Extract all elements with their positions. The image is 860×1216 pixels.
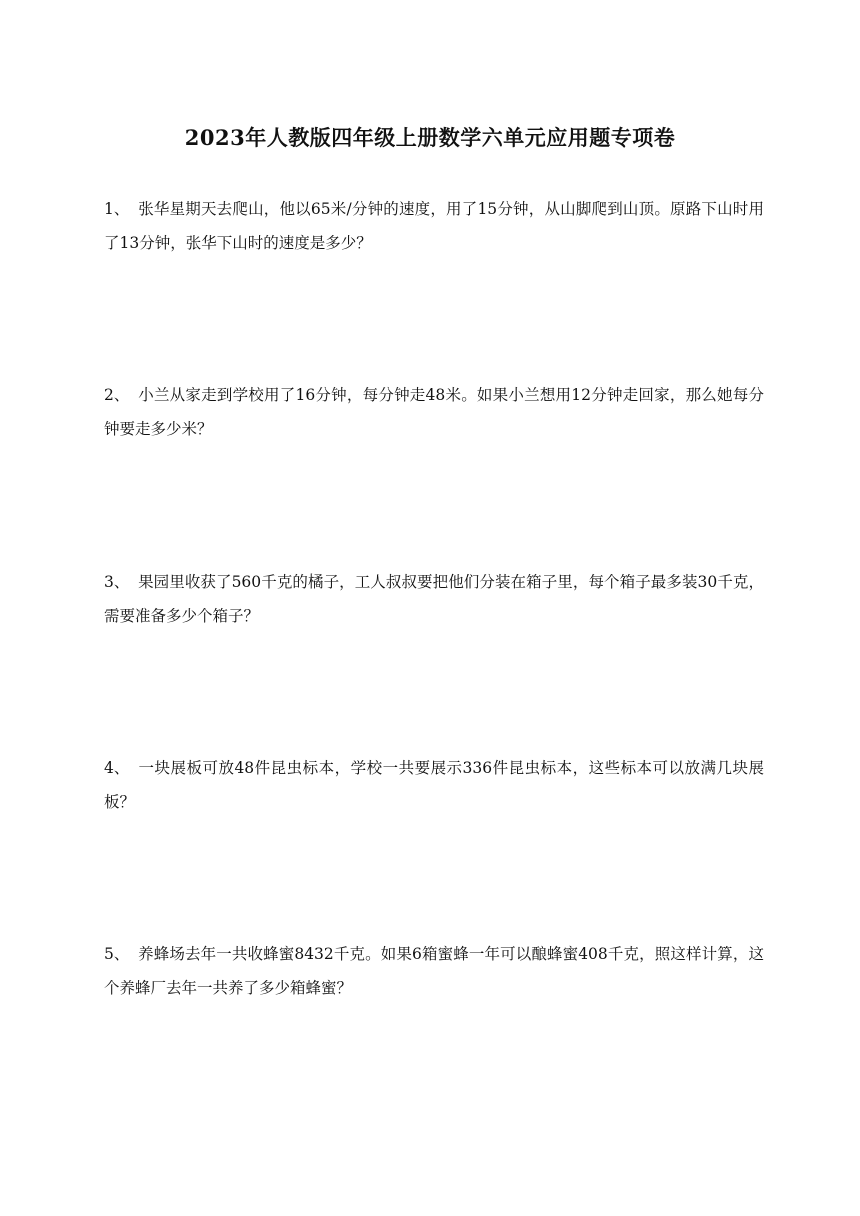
question-number: 4、 [104,759,130,777]
question-text: 一块展板可放48件昆虫标本，学校一共要展示336件昆虫标本，这些标本可以放满几块展板？ [104,759,764,811]
question-number: 3、 [104,573,130,591]
question-item [104,192,764,260]
question-item [104,378,764,446]
question-text: 小兰从家走到学校用了16分钟，每分钟走48米。如果小兰想用12分钟走回家，那么她每分钟要走多少米？ [104,386,764,438]
question-item [104,751,764,819]
question-text: 张华星期天去爬山，他以65米/分钟的速度，用了15分钟，从山脚爬到山顶。原路下山时用了13分钟，张华下山时的速度是多少？ [104,200,764,252]
question-number: 5、 [104,945,130,963]
question-number: 2、 [104,386,130,404]
question-number: 1、 [104,200,130,218]
question-item [104,565,764,633]
document-title: 2023年人教版四年级上册数学六单元应用题专项卷 [184,125,676,150]
question-text: 果园里收获了560千克的橘子，工人叔叔要把他们分装在箱子里，每个箱子最多装30千克，需要准备多少个箱子？ [104,573,764,625]
question-text: 养蜂场去年一共收蜂蜜8432千克。如果6箱蜜蜂一年可以酿蜂蜜408千克，照这样计算，这个养蜂厂去年一共养了多少箱蜂蜜？ [104,945,764,997]
question-item [104,937,764,1005]
